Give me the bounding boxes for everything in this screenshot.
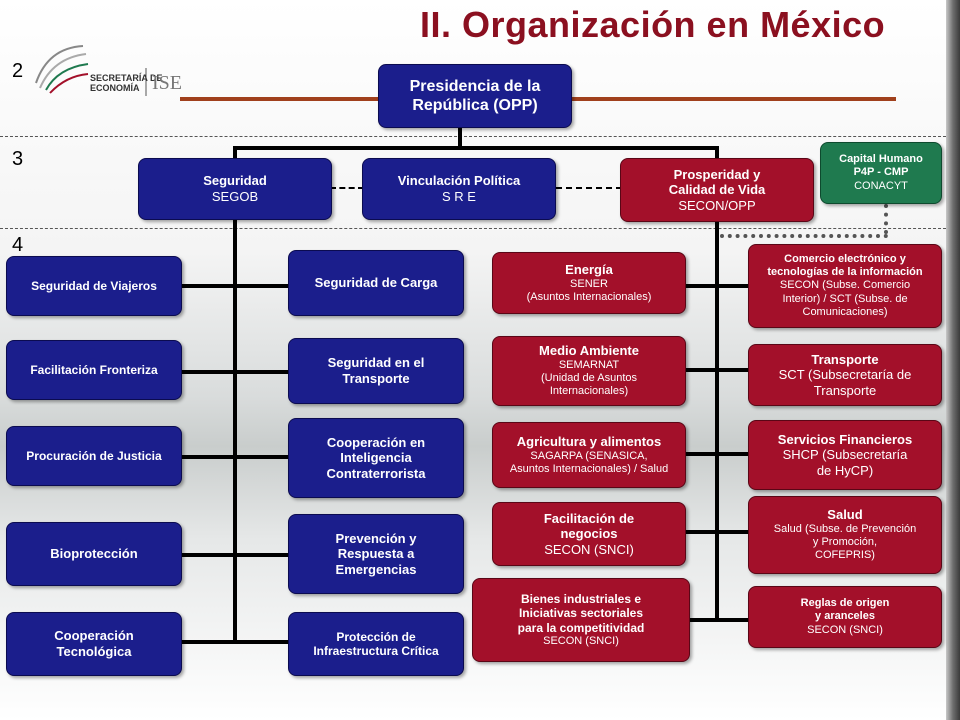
presidencia-box[interactable]: [378, 64, 572, 128]
bienes-agency: SECON (SNCI): [543, 634, 619, 647]
medio-unit2: Internacionales): [549, 385, 629, 398]
salud-l2: Salud (Subse. de Prevención: [773, 523, 917, 536]
box-label: Facilitación Fronteriza: [30, 362, 158, 377]
connector: [233, 220, 237, 640]
pillar-vinculacion[interactable]: [362, 158, 556, 220]
comercio-head1: Comercio electrónico y: [784, 253, 906, 266]
right-edge-bar: [946, 0, 960, 720]
servicios-l2: SHCP (Subsecretaría: [782, 447, 908, 463]
box-facilitacion-negocios[interactable]: [492, 502, 686, 566]
box-cooperacion-inteligencia[interactable]: [288, 418, 464, 498]
medio-unit1: (Unidad de Asuntos: [540, 372, 637, 385]
medio-agency: SEMARNAT: [558, 359, 620, 372]
facil-agency: SECON (SNCI): [544, 541, 634, 557]
box-label: Bioprotección: [50, 546, 138, 562]
logo-line1: SECRETARÍA DE: [90, 73, 163, 83]
box-label: Seguridad de Viajeros: [31, 278, 157, 293]
pillar-prosperidad[interactable]: [620, 158, 814, 222]
box-label: Cooperación en Inteligencia Contraterrorista: [326, 434, 426, 481]
medio-head: Medio Ambiente: [539, 343, 639, 359]
level-2-label: 2: [12, 60, 24, 82]
bienes-head3: para la competitividad: [517, 620, 645, 635]
agri-head: Agricultura y alimentos: [516, 434, 662, 450]
comercio-l3: SECON (Subse. Comercio: [779, 279, 911, 292]
reglas-head1: Reglas de origen: [800, 597, 890, 610]
bienes-head2: Iniciativas sectoriales: [518, 606, 644, 621]
box-label: Procuración de Justicia: [26, 448, 162, 463]
connector: [686, 530, 748, 534]
box-procuracion-justicia[interactable]: [6, 426, 182, 486]
energia-agency: SENER: [570, 277, 608, 290]
level-separator-3: [0, 136, 946, 137]
salud-head: Salud: [827, 507, 863, 523]
agri-unit: Asuntos Internacionales) / Salud: [509, 462, 669, 475]
box-salud[interactable]: [748, 496, 942, 574]
box-seguridad-viajeros[interactable]: [6, 256, 182, 316]
box-facilitacion-fronteriza[interactable]: [6, 340, 182, 400]
box-seguridad-transporte[interactable]: [288, 338, 464, 404]
comercio-l4: Interior) / SCT (Subse. de: [782, 292, 908, 305]
box-cooperacion-tecnologica[interactable]: [6, 612, 182, 676]
box-transporte[interactable]: [748, 344, 942, 406]
pillar-seguridad-title: Seguridad: [203, 173, 267, 189]
box-seguridad-carga[interactable]: [288, 250, 464, 316]
connector: [686, 284, 748, 288]
box-label: Prevención y Respuesta a Emergencias: [335, 530, 417, 577]
facil-head1: Facilitación de: [543, 510, 635, 526]
connector: [686, 618, 748, 622]
box-bioproteccion[interactable]: [6, 522, 182, 586]
presidencia-line1: Presidencia de la: [409, 77, 541, 95]
presidencia-line2: República (OPP): [412, 97, 538, 114]
box-energia[interactable]: [492, 252, 686, 314]
salud-l4: COFEPRIS): [815, 549, 875, 562]
box-agricultura[interactable]: [492, 422, 686, 488]
pillar-prosperidad-line2: Calidad de Vida: [668, 182, 766, 198]
pillar-seguridad-agency: SEGOB: [211, 189, 259, 204]
pillar-vinculacion-title: Vinculación Política: [397, 173, 521, 189]
page-title: II. Organización en México: [420, 4, 886, 45]
salud-l3: y Promoción,: [812, 536, 878, 549]
level-3-label: 3: [12, 148, 24, 170]
transporte-head: Transporte: [811, 351, 879, 367]
servicios-l3: de HyCP): [816, 462, 874, 478]
dotted-link: [720, 234, 888, 238]
secretaria-economia-logo: [28, 38, 188, 108]
capital-line1: Capital Humano: [839, 153, 923, 166]
connector: [715, 222, 719, 622]
dashed-link: [330, 187, 364, 189]
box-comercio-electronico[interactable]: [748, 244, 942, 328]
box-bienes-industriales[interactable]: [472, 578, 690, 662]
dashed-link: [556, 187, 622, 189]
reglas-agency: SECON (SNCI): [807, 623, 883, 636]
level-separator-4: [0, 228, 946, 229]
pillar-seguridad[interactable]: [138, 158, 332, 220]
connector: [686, 368, 748, 372]
comercio-head2: tecnologías de la información: [767, 266, 923, 279]
energia-head: Energía: [565, 262, 613, 278]
pillar-vinculacion-agency: S R E: [442, 189, 476, 204]
box-label: Cooperación Tecnológica: [54, 628, 134, 659]
logo-line2: ECONOMÍA: [90, 82, 140, 93]
servicios-head: Servicios Financieros: [777, 431, 913, 447]
box-medio-ambiente[interactable]: [492, 336, 686, 406]
agri-agency: SAGARPA (SENASICA,: [530, 449, 648, 462]
connector: [686, 452, 748, 456]
connector: [182, 455, 288, 459]
transporte-l2: SCT (Subsecretaría de: [778, 367, 912, 383]
reglas-head2: y aranceles: [815, 610, 875, 623]
pillar-prosperidad-agency: SECON/OPP: [678, 197, 756, 213]
box-proteccion-infraestructura[interactable]: [288, 612, 464, 676]
bienes-head1: Bienes industriales e: [520, 591, 642, 606]
box-servicios-financieros[interactable]: [748, 420, 942, 490]
box-prevencion-emergencias[interactable]: [288, 514, 464, 594]
capital-line3: CONACYT: [854, 179, 908, 192]
connector: [182, 640, 288, 644]
comercio-l5: Comunicaciones): [802, 305, 888, 318]
box-label: Seguridad de Carga: [314, 275, 438, 291]
dotted-link: [884, 204, 888, 234]
energia-unit: (Asuntos Internacionales): [526, 290, 652, 303]
capital-line2: P4P - CMP: [853, 166, 909, 179]
pillar-prosperidad-line1: Prosperidad y: [673, 166, 761, 182]
box-label: Seguridad en el Transporte: [327, 355, 425, 386]
connector: [182, 284, 288, 288]
capital-humano-box[interactable]: [820, 142, 942, 204]
transporte-l3: Transporte: [813, 382, 877, 398]
facil-head2: negocios: [560, 526, 618, 542]
connector: [233, 146, 719, 150]
logo-mark: ISE: [152, 72, 182, 94]
box-reglas-origen[interactable]: [748, 586, 942, 648]
connector: [182, 553, 288, 557]
box-label: Protección de Infraestructura Crítica: [313, 629, 439, 658]
connector: [182, 370, 288, 374]
level-4-label: 4: [12, 234, 24, 256]
